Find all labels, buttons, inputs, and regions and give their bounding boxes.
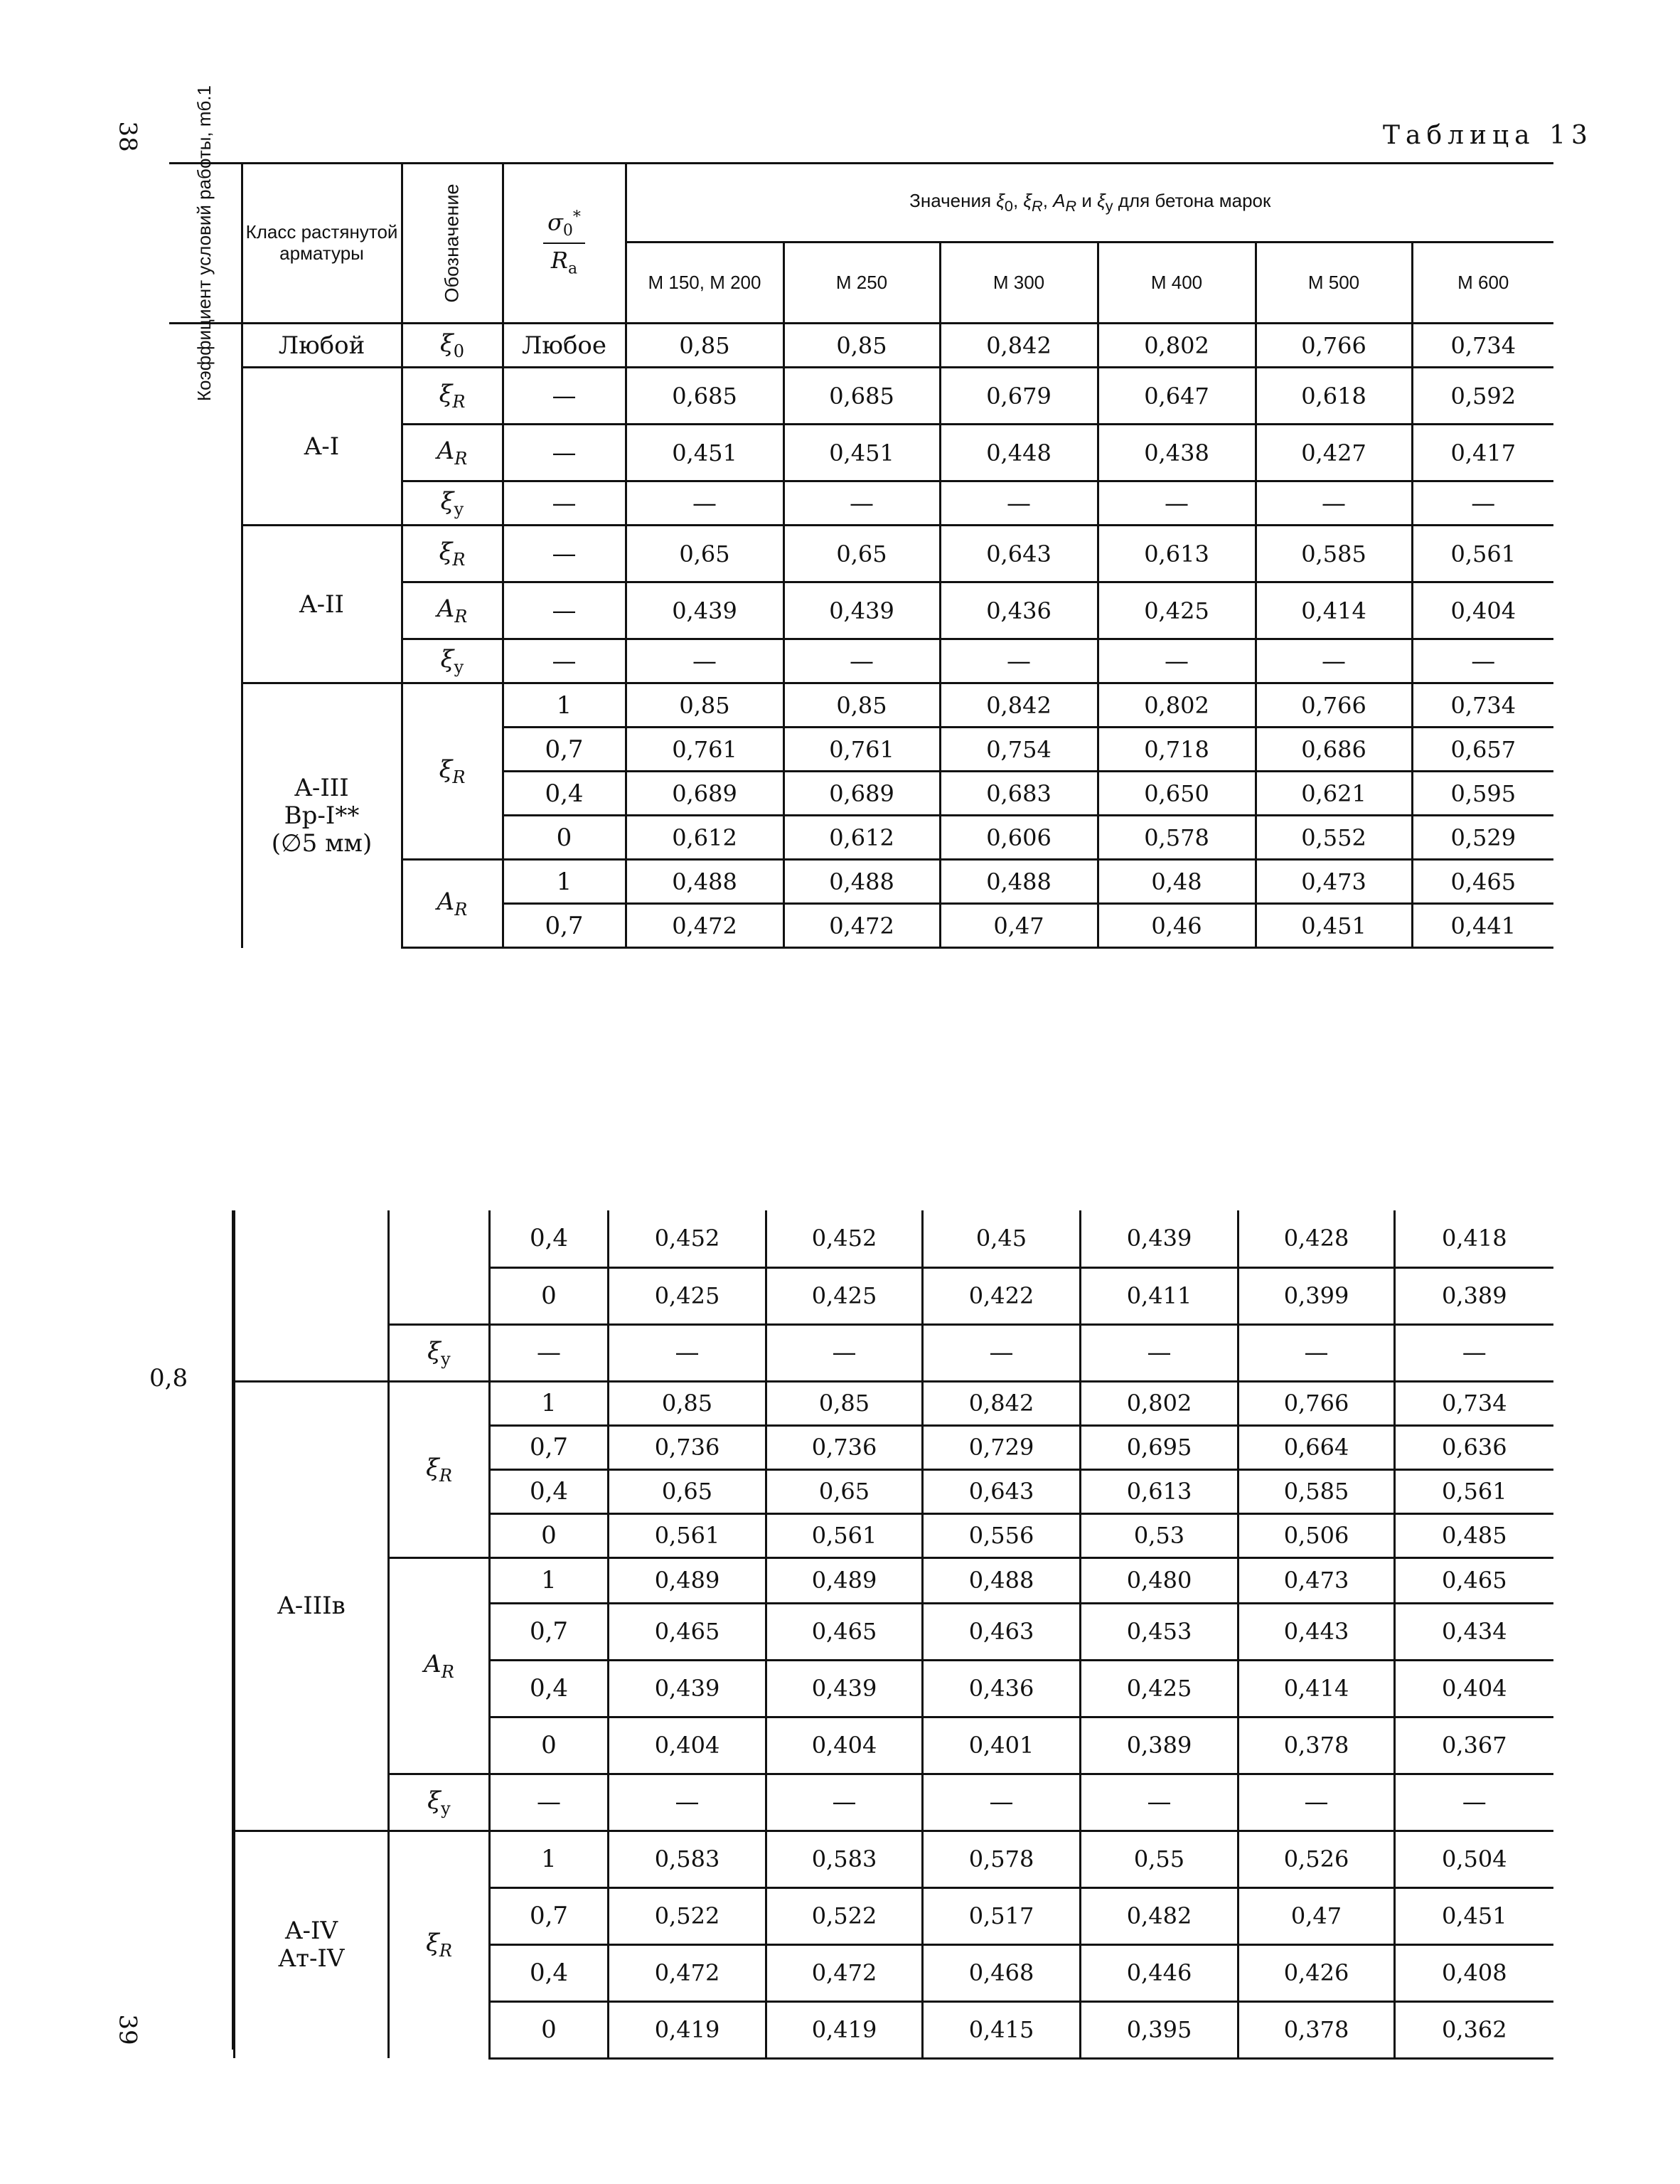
AR-symbol: $A_R$ (402, 860, 503, 948)
value-cell: 0,46 (1098, 904, 1256, 948)
value-cell: 0,441 (1412, 904, 1553, 948)
value-cell: 0,419 (766, 2001, 923, 2058)
header-designation: Обозначение (402, 164, 503, 324)
class-cont (235, 1210, 389, 1381)
value-cell: 0,643 (923, 1469, 1081, 1513)
value-cell: 0,517 (923, 1887, 1081, 1944)
value-cell: 0,85 (626, 324, 783, 368)
sigma-value: 0,7 (503, 904, 626, 948)
value-cell: 0,463 (923, 1603, 1081, 1660)
value-cell: 0,448 (940, 425, 1098, 481)
value-cell: 0,404 (766, 1717, 923, 1774)
dash: — (940, 481, 1098, 526)
value-cell: 0,439 (609, 1660, 766, 1717)
xiR-symbol: $\xi_R$ (402, 368, 503, 425)
header-class: Класс растянутой арматуры (242, 164, 402, 324)
value-cell: 0,736 (609, 1425, 766, 1469)
value-cell: 0,436 (923, 1660, 1081, 1717)
xiy-symbol: $\xi_у$ (402, 481, 503, 526)
sigma-value: 1 (490, 1381, 609, 1425)
value-cell: 0,595 (1412, 772, 1553, 816)
dash: — (626, 481, 783, 526)
value-cell: 0,408 (1395, 1944, 1553, 2001)
xiy-symbol: $\xi_у$ (389, 1324, 490, 1381)
value-cell: 0,468 (923, 1944, 1081, 2001)
value-cell: 0,465 (766, 1603, 923, 1660)
value-cell: 0,426 (1238, 1944, 1395, 2001)
value-cell: 0,439 (626, 582, 783, 639)
value-cell: 0,650 (1098, 772, 1256, 816)
value-cell: 0,425 (1098, 582, 1256, 639)
dash: — (1081, 1774, 1238, 1831)
value-cell: 0,425 (609, 1267, 766, 1324)
value-cell: 0,472 (626, 904, 783, 948)
value-cell: 0,842 (923, 1381, 1081, 1425)
dash: — (1238, 1774, 1395, 1831)
value-cell: 0,718 (1098, 728, 1256, 772)
xiR-symbol: $\xi_R$ (389, 1831, 490, 2058)
value-cell: 0,561 (766, 1513, 923, 1557)
value-cell: 0,425 (766, 1267, 923, 1324)
value-cell: 0,422 (923, 1267, 1081, 1324)
grade-m600: М 600 (1412, 243, 1553, 324)
value-cell: 0,425 (1081, 1660, 1238, 1717)
value-cell: 0,689 (783, 772, 940, 816)
value-cell: 0,465 (1412, 860, 1553, 904)
table-row (235, 1381, 1553, 1425)
class-a1: A-I (242, 368, 402, 526)
value-cell: 0,395 (1081, 2001, 1238, 2058)
page-number-top: 38 (113, 121, 142, 152)
class-a2: A-II (242, 526, 402, 683)
sigma-value: 0,4 (490, 1660, 609, 1717)
dash: — (1256, 481, 1412, 526)
value-cell: 0,452 (609, 1210, 766, 1267)
value-cell: 0,802 (1098, 324, 1256, 368)
value-cell: 0,679 (940, 368, 1098, 425)
value-cell: 0,472 (766, 1944, 923, 2001)
value-cell: 0,489 (609, 1557, 766, 1603)
class-any: Любой (242, 324, 402, 368)
sigma-value: 0,7 (490, 1425, 609, 1469)
header-values: Значения $\xi_0$, $\xi_R$, $A_R$ и $\xi_у$ для бетона марок (626, 164, 1553, 243)
AR-symbol: $A_R$ (402, 582, 503, 639)
value-cell: 0,685 (783, 368, 940, 425)
value-cell: 0,65 (783, 526, 940, 582)
value-cell: 0,480 (1081, 1557, 1238, 1603)
value-cell: 0,65 (766, 1469, 923, 1513)
coefficient-column-rule (232, 1210, 234, 2050)
value-cell: 0,526 (1238, 1831, 1395, 1887)
value-cell: 0,643 (940, 526, 1098, 582)
value-cell: 0,452 (766, 1210, 923, 1267)
sigma-value: 0,7 (503, 728, 626, 772)
value-cell: 0,488 (940, 860, 1098, 904)
header-coefficient: Коэффициент условий работы, mб.1 (169, 164, 242, 324)
value-cell: 0,613 (1081, 1469, 1238, 1513)
value-cell: 0,689 (626, 772, 783, 816)
dash: — (1098, 481, 1256, 526)
table-title: Таблица 13 (1383, 121, 1593, 150)
value-cell: 0,556 (923, 1513, 1081, 1557)
value-cell: 0,482 (1081, 1887, 1238, 1944)
dash: — (940, 639, 1098, 683)
value-cell: 0,451 (1256, 904, 1412, 948)
value-cell: 0,434 (1395, 1603, 1553, 1660)
value-cell: 0,585 (1256, 526, 1412, 582)
value-cell: 0,613 (1098, 526, 1256, 582)
value-cell: 0,766 (1256, 683, 1412, 728)
value-cell: 0,85 (609, 1381, 766, 1425)
grade-m400: М 400 (1098, 243, 1256, 324)
value-cell: 0,411 (1081, 1267, 1238, 1324)
value-cell: 0,465 (609, 1603, 766, 1660)
grade-m250: М 250 (783, 243, 940, 324)
sigma-value: 0 (490, 1717, 609, 1774)
value-cell: 0,583 (609, 1831, 766, 1887)
xiR-symbol: $\xi_R$ (402, 526, 503, 582)
sigma-value: 1 (490, 1557, 609, 1603)
value-cell: 0,606 (940, 816, 1098, 860)
value-cell: 0,578 (1098, 816, 1256, 860)
value-cell: 0,65 (626, 526, 783, 582)
value-cell: 0,417 (1412, 425, 1553, 481)
value-cell: 0,766 (1256, 324, 1412, 368)
grade-m150-200: М 150, М 200 (626, 243, 783, 324)
value-cell: 0,446 (1081, 1944, 1238, 2001)
dash: — (1098, 639, 1256, 683)
dash: — (626, 639, 783, 683)
value-cell: 0,85 (766, 1381, 923, 1425)
value-cell: 0,473 (1238, 1557, 1395, 1603)
value-cell: 0,802 (1098, 683, 1256, 728)
value-cell: 0,389 (1081, 1717, 1238, 1774)
table-row (235, 1324, 1553, 1381)
value-cell: 0,488 (626, 860, 783, 904)
value-cell: 0,485 (1395, 1513, 1553, 1557)
dash: — (1395, 1324, 1553, 1381)
table-row (235, 1831, 1553, 1887)
value-cell: 0,561 (609, 1513, 766, 1557)
value-cell: 0,443 (1238, 1603, 1395, 1660)
class-a3v: A-IIIв (235, 1381, 389, 1831)
AR-symbol: $A_R$ (402, 425, 503, 481)
value-cell: 0,439 (766, 1660, 923, 1717)
xiR-symbol: $\xi_R$ (389, 1381, 490, 1557)
coefficient-cell (169, 324, 242, 948)
value-cell: 0,636 (1395, 1425, 1553, 1469)
value-cell: 0,583 (766, 1831, 923, 1887)
sigma-value: 0 (503, 816, 626, 860)
value-cell: 0,415 (923, 2001, 1081, 2058)
value-cell: 0,453 (1081, 1603, 1238, 1660)
value-cell: 0,612 (783, 816, 940, 860)
value-cell: 0,378 (1238, 1717, 1395, 1774)
value-cell: 0,414 (1238, 1660, 1395, 1717)
value-cell: 0,367 (1395, 1717, 1553, 1774)
dash: — (1081, 1324, 1238, 1381)
value-cell: 0,53 (1081, 1513, 1238, 1557)
value-cell: 0,621 (1256, 772, 1412, 816)
table-row (235, 1210, 1553, 1267)
value-cell: 0,438 (1098, 425, 1256, 481)
sigma-value: 1 (503, 683, 626, 728)
dash: — (766, 1324, 923, 1381)
value-cell: 0,506 (1238, 1513, 1395, 1557)
dash: — (503, 368, 626, 425)
xiy-symbol: $\xi_у$ (402, 639, 503, 683)
value-cell: 0,472 (783, 904, 940, 948)
symbol-cont (389, 1210, 490, 1324)
sigma-value: 0,7 (490, 1887, 609, 1944)
sigma-value: 0,4 (503, 772, 626, 816)
value-cell: 0,414 (1256, 582, 1412, 639)
value-cell: 0,427 (1256, 425, 1412, 481)
value-cell: 0,578 (923, 1831, 1081, 1887)
sigma-value: 0 (490, 2001, 609, 2058)
sigma-value: 0 (490, 1513, 609, 1557)
value-cell: 0,695 (1081, 1425, 1238, 1469)
value-cell: 0,55 (1081, 1831, 1238, 1887)
value-cell: 0,465 (1395, 1557, 1553, 1603)
value-cell: 0,842 (940, 324, 1098, 368)
value-cell: 0,378 (1238, 2001, 1395, 2058)
value-cell: 0,47 (940, 904, 1098, 948)
table-row (169, 526, 1553, 582)
value-cell: 0,45 (923, 1210, 1081, 1267)
value-cell: 0,362 (1395, 2001, 1553, 2058)
value-cell: 0,685 (626, 368, 783, 425)
value-cell: 0,734 (1412, 324, 1553, 368)
value-cell: 0,436 (940, 582, 1098, 639)
value-cell: 0,761 (783, 728, 940, 772)
value-cell: 0,686 (1256, 728, 1412, 772)
value-cell: 0,48 (1098, 860, 1256, 904)
value-cell: 0,522 (766, 1887, 923, 1944)
value-cell: 0,522 (609, 1887, 766, 1944)
value-cell: 0,404 (1412, 582, 1553, 639)
dash: — (923, 1774, 1081, 1831)
value-cell: 0,647 (1098, 368, 1256, 425)
value-cell: 0,473 (1256, 860, 1412, 904)
value-cell: 0,399 (1238, 1267, 1395, 1324)
dash: — (490, 1774, 609, 1831)
dash: — (1412, 481, 1553, 526)
value-cell: 0,585 (1238, 1469, 1395, 1513)
sigma-value: 1 (490, 1831, 609, 1887)
coefficient-value: 0,8 (149, 1364, 188, 1392)
table-row (169, 324, 1553, 368)
value-cell: 0,754 (940, 728, 1098, 772)
dash: — (1412, 639, 1553, 683)
table-row (169, 368, 1553, 425)
table-part-2 (233, 1210, 1553, 2060)
dash: — (1395, 1774, 1553, 1831)
dash: — (503, 639, 626, 683)
value-cell: 0,729 (923, 1425, 1081, 1469)
dash: — (783, 481, 940, 526)
table-row (235, 1557, 1553, 1603)
class-a3: A-III Вр-I** (∅5 мм) (242, 683, 402, 948)
value-cell: 0,488 (783, 860, 940, 904)
header-sigma-ratio: $\frac{\sigma_0^*}{R_а}$ (503, 164, 626, 324)
sigma-value: 0,4 (490, 1944, 609, 2001)
value-cell: 0,664 (1238, 1425, 1395, 1469)
dash: — (766, 1774, 923, 1831)
value-cell: 0,618 (1256, 368, 1412, 425)
value-cell: 0,734 (1412, 683, 1553, 728)
table-row (235, 1774, 1553, 1831)
value-cell: 0,552 (1256, 816, 1412, 860)
value-cell: 0,736 (766, 1425, 923, 1469)
value-cell: 0,529 (1412, 816, 1553, 860)
value-cell: 0,451 (626, 425, 783, 481)
value-cell: 0,842 (940, 683, 1098, 728)
value-cell: 0,592 (1412, 368, 1553, 425)
sigma-value: 0,7 (490, 1603, 609, 1660)
value-cell: 0,428 (1238, 1210, 1395, 1267)
xi0-symbol: $\xi_0$ (402, 324, 503, 368)
value-cell: 0,404 (609, 1717, 766, 1774)
value-cell: 0,418 (1395, 1210, 1553, 1267)
value-cell: 0,472 (609, 1944, 766, 2001)
sigma-value: 0,4 (490, 1210, 609, 1267)
value-cell: 0,802 (1081, 1381, 1238, 1425)
dash: — (503, 526, 626, 582)
AR-symbol: $A_R$ (389, 1557, 490, 1774)
dash: — (609, 1324, 766, 1381)
value-cell: 0,401 (923, 1717, 1081, 1774)
value-cell: 0,451 (1395, 1887, 1553, 1944)
value-cell: 0,561 (1395, 1469, 1553, 1513)
value-cell: 0,419 (609, 2001, 766, 2058)
dash: — (923, 1324, 1081, 1381)
value-cell: 0,85 (783, 324, 940, 368)
value-cell: 0,389 (1395, 1267, 1553, 1324)
page-number-bottom: 39 (113, 2014, 142, 2045)
value-cell: 0,451 (783, 425, 940, 481)
value-cell: 0,439 (1081, 1210, 1238, 1267)
sigma-value: 0 (490, 1267, 609, 1324)
value-cell: 0,489 (766, 1557, 923, 1603)
value-cell: 0,85 (626, 683, 783, 728)
dash: — (783, 639, 940, 683)
value-cell: 0,612 (626, 816, 783, 860)
value-cell: 0,761 (626, 728, 783, 772)
dash: — (1238, 1324, 1395, 1381)
value-cell: 0,766 (1238, 1381, 1395, 1425)
dash: — (1256, 639, 1412, 683)
dash: — (490, 1324, 609, 1381)
sigma-any: Любое (503, 324, 626, 368)
dash: — (609, 1774, 766, 1831)
value-cell: 0,65 (609, 1469, 766, 1513)
value-cell: 0,561 (1412, 526, 1553, 582)
dash: — (503, 582, 626, 639)
value-cell: 0,404 (1395, 1660, 1553, 1717)
sigma-value: 0,4 (490, 1469, 609, 1513)
dash: — (503, 481, 626, 526)
table-row (169, 683, 1553, 728)
xiy-symbol: $\xi_у$ (389, 1774, 490, 1831)
value-cell: 0,657 (1412, 728, 1553, 772)
value-cell: 0,85 (783, 683, 940, 728)
class-a4: A-IV Aт-IV (235, 1831, 389, 2058)
value-cell: 0,734 (1395, 1381, 1553, 1425)
value-cell: 0,439 (783, 582, 940, 639)
dash: — (503, 425, 626, 481)
value-cell: 0,488 (923, 1557, 1081, 1603)
grade-m300: М 300 (940, 243, 1098, 324)
xiR-symbol: $\xi_R$ (402, 683, 503, 860)
value-cell: 0,683 (940, 772, 1098, 816)
value-cell: 0,504 (1395, 1831, 1553, 1887)
grade-m500: М 500 (1256, 243, 1412, 324)
value-cell: 0,47 (1238, 1887, 1395, 1944)
sigma-value: 1 (503, 860, 626, 904)
